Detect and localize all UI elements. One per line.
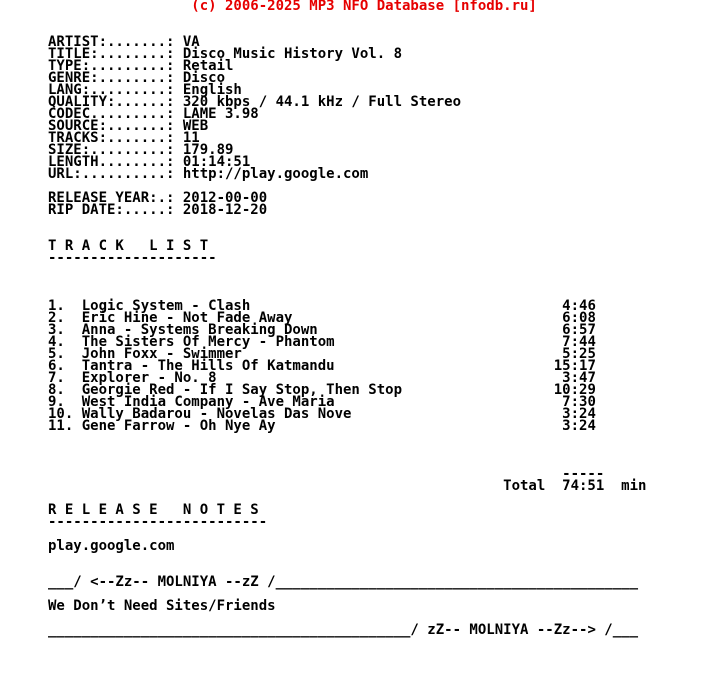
group-slogan: We Don’t Need Sites/Friends <box>48 598 276 614</box>
release-field: RIP DATE:.....: 2018-12-20 <box>48 202 268 218</box>
spacer <box>48 432 720 468</box>
info-field: GENRE:........: Disco <box>48 70 226 86</box>
track-row: 10. Wally Badarou - Novelas Das Nove 3:24 <box>48 406 596 422</box>
track-row: 5. John Foxx - Swimmer 5:25 <box>48 346 596 362</box>
spacer <box>48 552 720 576</box>
track-list <box>48 300 720 432</box>
info-field: URL:..........: http://play.google.com <box>48 166 369 182</box>
info-field: CODEC.........: LAME 3.98 <box>48 106 259 122</box>
ascii-banner-bottom: ___________________________________________/ zZ-- MOLNIYA --Zz--> /___ <box>48 622 639 638</box>
total-overline: ----- <box>562 466 605 482</box>
info-field: SOURCE:.......: WEB <box>48 118 209 134</box>
page-title: (c) 2006-2025 MP3 NFO Database [nfodb.ru] <box>191 0 537 14</box>
track-row: 11. Gene Farrow - Oh Nye Ay 3:24 <box>48 418 596 434</box>
track-row: 7. Explorer - No. 8 3:47 <box>48 370 596 386</box>
track-list-underline: -------------------- <box>48 250 217 266</box>
info-field: LANG:.........: English <box>48 82 242 98</box>
info-field: TITLE:........: Disco Music History Vol. 8 <box>48 46 403 62</box>
track-row: 4. The Sisters Of Mercy - Phantom 7:44 <box>48 334 596 350</box>
info-field: QUALITY:......: 320 kbps / 44.1 kHz / Full Stereo <box>48 94 462 110</box>
info-field: LENGTH........: 01:14:51 <box>48 154 251 170</box>
total-duration-line: Total 74:51 min <box>503 478 647 494</box>
info-field: ARTIST:.......: VA <box>48 34 200 50</box>
spacer <box>48 216 720 240</box>
info-section <box>48 36 720 180</box>
track-row: 2. Eric Hine - Not Fade Away 6:08 <box>48 310 596 326</box>
track-list-heading: T R A C K L I S T <box>48 238 209 254</box>
track-row: 1. Logic System - Clash 4:46 <box>48 298 596 314</box>
release-notes-heading: R E L E A S E N O T E S <box>48 502 259 518</box>
release-info-section <box>48 192 720 216</box>
info-field: TRACKS:.......: 11 <box>48 130 200 146</box>
info-field: SIZE:.........: 179.89 <box>48 142 234 158</box>
track-row: 9. West India Company - Ave Maria 7:30 <box>48 394 596 410</box>
spacer <box>48 264 720 300</box>
info-field: TYPE:.........: Retail <box>48 58 234 74</box>
track-row: 3. Anna - Systems Breaking Down 6:57 <box>48 322 596 338</box>
release-notes-underline: -------------------------- <box>48 514 268 530</box>
track-row: 6. Tantra - The Hills Of Katmandu 15:17 <box>48 358 596 374</box>
release-field: RELEASE YEAR:.: 2012-00-00 <box>48 190 268 206</box>
ascii-banner-top: ___/ <--Zz-- MOLNIYA --zZ /___________________________________________ <box>48 574 639 590</box>
release-notes-text: play.google.com <box>48 538 175 554</box>
spacer <box>48 12 720 36</box>
track-row: 8. Georgie Red - If I Say Stop, Then Stop 10:29 <box>48 382 596 398</box>
